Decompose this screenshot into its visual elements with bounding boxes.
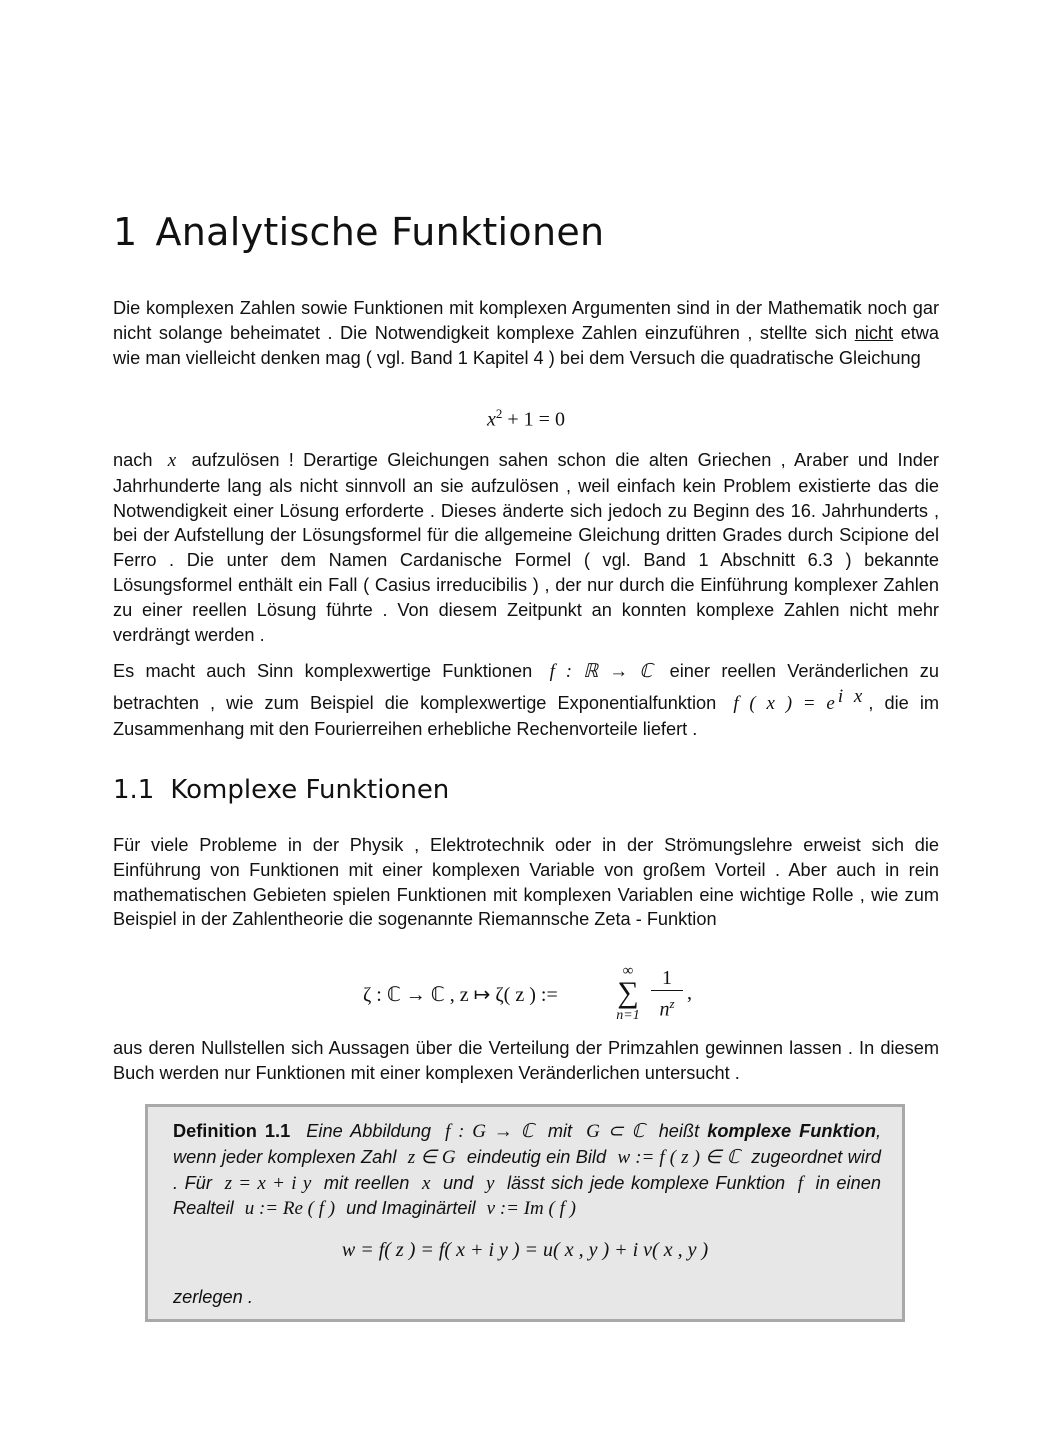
def-t3: heißt [658, 1121, 700, 1141]
def-t5: eindeutig ein Bild [466, 1146, 607, 1167]
math-exp-function: f ( x ) = e [733, 692, 835, 714]
def-t10: in einen Realteil [173, 1172, 881, 1219]
def-t7: mit reellen [323, 1172, 410, 1193]
chapter-number: 1 [113, 210, 138, 254]
def-bold-term: komplexe Funktion [707, 1121, 876, 1141]
def-t1: Eine Abbildung [306, 1121, 431, 1141]
sum-upper-limit: ∞ [622, 963, 634, 979]
def-math-y: y [485, 1172, 495, 1194]
def-math-w-image: w := f ( z ) ∈ ℂ [617, 1146, 740, 1168]
intro-text-b: etwa wie man vielleicht denken mag ( vgl. Band 1 Kapitel 4 ) bei dem Versuch die quadratische Gleichung [113, 322, 939, 368]
chapter-title: Analytische Funktionen [155, 210, 605, 254]
sum-lower-limit: n=1 [616, 1008, 640, 1023]
definition-box [145, 1104, 905, 1322]
section-title: Komplexe Funktionen [170, 775, 450, 805]
def-t8: und [443, 1172, 474, 1193]
cv-text-a: Es macht auch Sinn komplexwertige Funktionen [113, 661, 533, 681]
def-math-imagpart: v := Im ( f ) [486, 1198, 576, 1220]
zeta-lhs: ζ : ℂ → ℂ , z ↦ ζ( z ) := [363, 984, 558, 1006]
cv-text-c: , die im Zusammenhang mit den Fourierreihen erhebliche Rechenvorteile liefert . [113, 692, 940, 739]
def-t2: mit [547, 1121, 573, 1141]
def-t11: und Imaginärteil [346, 1198, 476, 1219]
intro-paragraph [113, 296, 939, 370]
math-f-r-to-c: f : ℝ → ℂ [549, 661, 653, 682]
section-number: 1.1 [113, 775, 155, 805]
physics-text: Für viele Probleme in der Physik , Elektrotechnik oder in der Strömungslehre erweist sich die Einführung von Funktionen mit einer komplexen Variable von großem Vorteil . Aber auch in rein mathematischen Gebieten spielen Funktionen mit komplexen Variablen eine wichtige Rolle , wie zum Beispiel in der Zahlentheorie die sogenannte Riemannsche Zeta - Funktion [113, 835, 939, 930]
sum-operator [613, 964, 643, 1024]
chapter-heading [113, 210, 604, 254]
physics-paragraph [113, 833, 939, 932]
def-t9: lässt sich jede komplexe Funktion [507, 1172, 786, 1193]
history-text-a: nach [113, 450, 153, 470]
def-t4: , wenn jeder komplexen Zahl [173, 1121, 882, 1167]
section-heading [113, 775, 449, 805]
sum-symbol: ∑ [617, 976, 639, 1009]
def-math-z-xiy: z = x + i y [224, 1172, 312, 1194]
def-math-realpart: u := Re ( f ) [244, 1198, 336, 1220]
history-paragraph [113, 448, 939, 647]
equation-zeta [113, 962, 939, 1028]
eq1-rest: + 1 = 0 [502, 408, 565, 431]
def-math-g-subset-c: G ⊂ ℂ [586, 1121, 645, 1142]
eq1-exponent: 2 [495, 406, 503, 421]
cv-text-b: einer reellen Veränderlichen zu betrachten , wie zum Beispiel die komplexwertige Exponentialfunktion [113, 661, 940, 713]
denominator-base: n [659, 998, 670, 1021]
history-text-b: aufzulösen ! Derartige Gleichungen sahen schon die alten Griechen , Araber und Inder Jahrhunderte lang als nicht sinnvoll an sie aufzulösen , weil einfach kein Problem existierte das die Notwendigkeit einer Lösung erforderte . Dieses änderte sich jedoch zu Beginn des 16. Jahrhunderts , bei der Aufstellung der Lösungsformel für die allgemeine Gleichung dritten Grades durch Scipione del Ferro . Die unter dem Namen Cardanische Formel ( vgl. Band 1 Abschnitt 6.3 ) bekannte Lösungsformel enthält ein Fall ( Casius irreducibilis ) , der nur durch die Einführung komplexer Zahlen zu einer reellen Lösung führte . Von diesem Zeitpunkt an konnten komplexe Zahlen nicht mehr verdrängt werden . [113, 450, 939, 645]
def-math-x: x [421, 1172, 431, 1194]
primes-paragraph [113, 1036, 939, 1086]
definition-text [173, 1119, 881, 1222]
def-t6: zugeordnet wird . Für [173, 1146, 881, 1193]
primes-text: aus deren Nullstellen sich Aussagen über die Verteilung der Primzahlen gewinnen lassen . In diesem Buch werden nur Funktionen mit einer komplexen Veränderlichen untersucht . [113, 1038, 939, 1083]
def-math-z-in-g: z ∈ G [407, 1146, 456, 1168]
math-exp-superscript: i x [837, 685, 863, 707]
math-x: x [167, 450, 177, 471]
fraction-denominator [651, 991, 683, 1023]
underlined-word: nicht [854, 322, 894, 343]
equation-quadratic [113, 406, 939, 432]
denominator-exponent: z [669, 996, 675, 1011]
def-math-f-g-c: f : G → ℂ [445, 1121, 534, 1142]
zeta-trailing-comma: , [687, 982, 692, 1004]
definition-end-text: zerlegen . [173, 1287, 253, 1307]
eq1-base: x [487, 408, 496, 431]
definition-equation: w = f( z ) = f( x + i y ) = u( x , y ) + i v( x , y ) [341, 1239, 709, 1261]
definition-label: Definition 1.1 [173, 1121, 291, 1141]
fraction-numerator: 1 [651, 966, 683, 991]
intro-text-a: Die komplexen Zahlen sowie Funktionen mit komplexen Argumenten sind in der Mathematik noch gar nicht solange beheimatet . Die Notwendigkeit komplexe Zahlen einzuführen , stellte sich [113, 298, 939, 343]
complex-valued-paragraph [113, 659, 939, 741]
zeta-fraction [651, 966, 683, 1023]
def-math-f: f [797, 1172, 804, 1194]
